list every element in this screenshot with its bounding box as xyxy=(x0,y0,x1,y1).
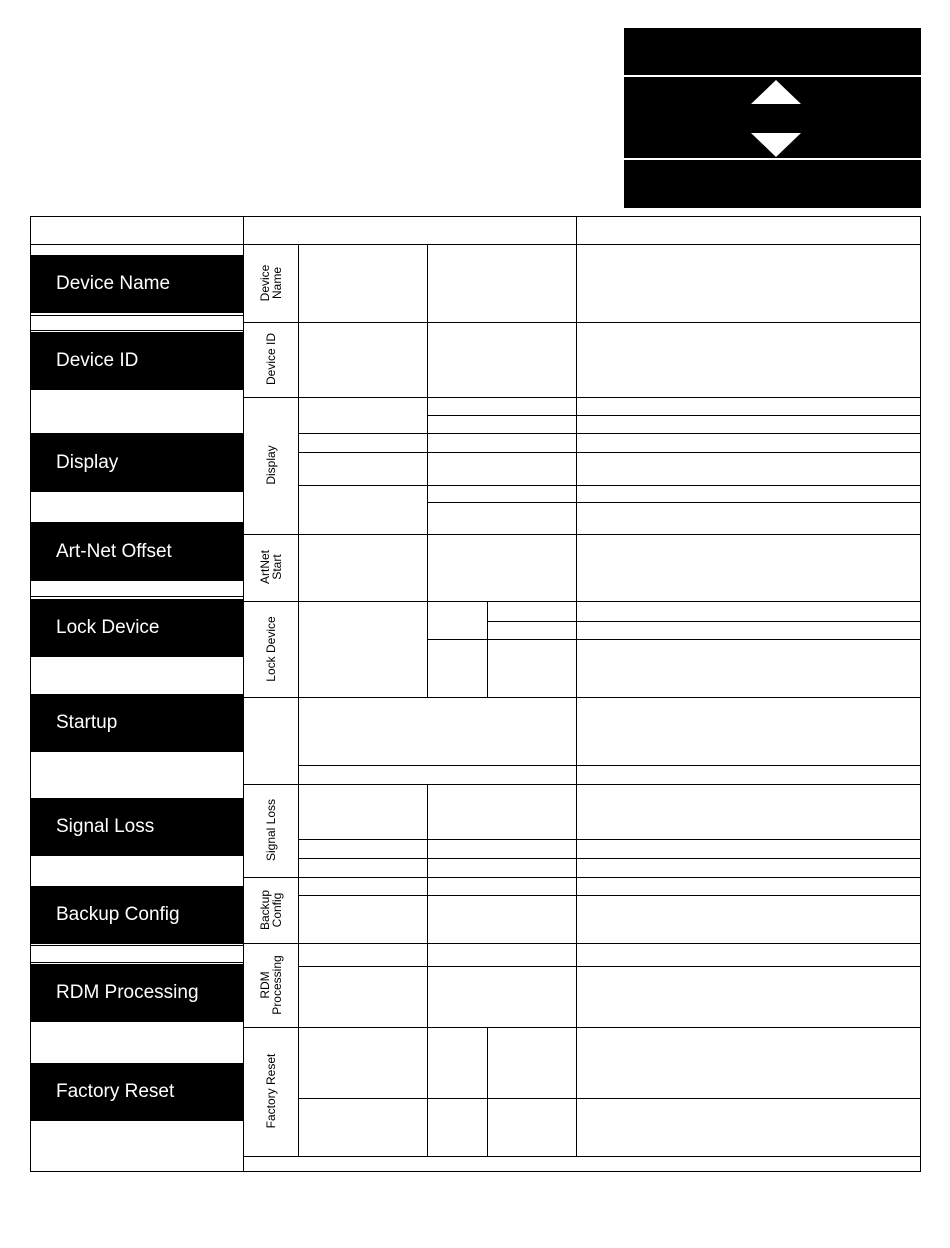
lcd-ip-address: IP X.XXX.XXX.XXX xyxy=(664,165,882,193)
menu-item-backup-config: Backup Config xyxy=(30,886,243,944)
menu-item-display: Display xyxy=(30,433,243,492)
row-label-factory-reset: Factory Reset xyxy=(264,1053,278,1129)
menu-item-art-net-offset: Art-Net Offset xyxy=(30,523,243,581)
menu-item-rdm-processing: RDM Processing xyxy=(30,964,243,1022)
row-label-lock-device: Lock Device xyxy=(264,616,278,682)
row-label-rdm-processing: RDM Processing xyxy=(258,955,284,1015)
row-label-artnet-start: ArtNet Start xyxy=(258,550,284,585)
lcd-divider xyxy=(624,158,921,160)
menu-item-factory-reset: Factory Reset xyxy=(30,1063,243,1121)
lcd-divider xyxy=(624,75,921,77)
triangle-up-icon[interactable] xyxy=(751,80,801,104)
menu-item-device-name: Device Name xyxy=(30,255,243,313)
triangle-down-icon[interactable] xyxy=(751,133,801,157)
row-label-display: Display xyxy=(264,445,278,485)
menu-item-device-id: Device ID xyxy=(30,332,243,390)
row-label-device-name: Device Name xyxy=(258,264,284,302)
menu-item-startup: Startup xyxy=(30,694,243,752)
row-label-backup-config: Backup Config xyxy=(258,889,284,931)
menu-item-lock-device: Lock Device xyxy=(30,599,243,657)
lcd-title: MENU xyxy=(641,42,727,74)
menu-item-signal-loss: Signal Loss xyxy=(30,798,243,856)
lcd-menu-item: System xyxy=(660,105,744,133)
row-label-device-id: Device ID xyxy=(264,332,278,386)
row-label-signal-loss: Signal Loss xyxy=(264,798,278,862)
